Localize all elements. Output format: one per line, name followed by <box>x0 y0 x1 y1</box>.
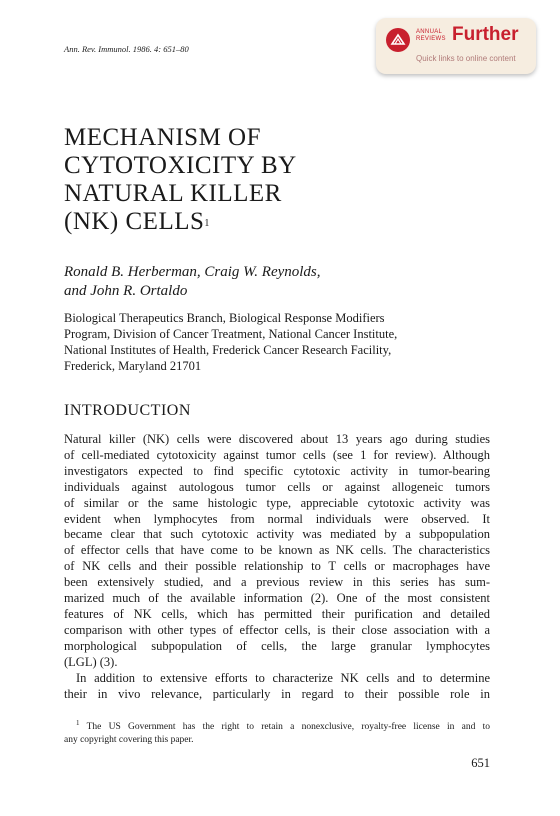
body-text <box>64 432 490 702</box>
body-line: morphological subpopulation of cells, the large granular lymphocytes <box>64 638 490 653</box>
body-line: In addition to extensive efforts to characterize NK cells and to determine <box>76 670 490 685</box>
footnote-mark: 1 <box>76 719 80 727</box>
page-number: 651 <box>471 756 490 770</box>
affiliation-line: Frederick, Maryland 21701 <box>64 359 202 373</box>
annual-reviews-logo-icon <box>386 28 410 52</box>
body-line: marized much of the available information (2). One of the most consistent <box>64 591 490 606</box>
body-line: of effector cells that have come to be known as NK cells. The characteristics <box>64 543 490 558</box>
title-line: CYTOTOXICITY BY <box>64 152 297 179</box>
footnote <box>64 717 490 747</box>
body-line: of cell-mediated cytotoxicity against tumor cells (see 1 for review). Although <box>64 447 490 462</box>
title-line: NATURAL KILLER <box>64 180 282 207</box>
body-line: individuals against autologous tumor cells or against allogeneic tumors <box>64 479 490 494</box>
author-line: Ronald B. Herberman, Craig W. Reynolds, <box>64 264 321 280</box>
footnote-line: any copyright covering this paper. <box>64 735 194 746</box>
affiliation-line: National Institutes of Health, Frederick Cancer Research Facility, <box>64 343 392 357</box>
footnote-line <box>64 717 490 734</box>
author-line: and John R. Ortaldo <box>64 283 188 299</box>
further-tagline: Quick links to online content <box>416 54 516 63</box>
affiliation-line: Program, Division of Cancer Treatment, National Cancer Institute, <box>64 327 398 341</box>
further-links-badge[interactable] <box>376 18 536 74</box>
further-annual-text: ANNUAL <box>416 29 443 35</box>
body-line: comparison with other types of effector cells, is their close association with a <box>64 622 490 637</box>
affiliation-line: Biological Therapeutics Branch, Biological Response Modifiers <box>64 311 385 325</box>
body-line: investigators expected to find specific cytotoxic activity in tumor-bearing <box>64 463 490 478</box>
article-title <box>64 124 444 236</box>
body-line: of similar or the same histologic type, appreciable cytotoxic activity was <box>64 495 490 510</box>
further-reviews-text: REVIEWS <box>416 36 446 42</box>
title-line-text: (NK) CELLS <box>64 208 205 235</box>
journal-citation: Ann. Rev. Immunol. 1986. 4: 651–80 <box>64 44 189 54</box>
body-line: their in vivo relevance, particularly in regard to their possible role in <box>64 686 490 701</box>
body-line: of NK cells and their possible relationship to T cells or macrophages have <box>64 559 490 574</box>
footnote-line-text: The US Government has the right to retain a nonexclusive, royalty-free license in and to <box>86 722 490 733</box>
body-line: been extensively studied, and a previous review in this series has sum- <box>64 575 490 590</box>
body-line: (LGL) (3). <box>64 654 118 669</box>
body-line: evident when lymphocytes from normal individuals were observed. It <box>64 511 490 526</box>
title-line: MECHANISM OF <box>64 124 262 151</box>
further-wordmark: Further <box>452 24 519 45</box>
affiliation <box>64 310 504 374</box>
body-line: became clear that such cytotoxic activity was mediated by a subpopulation <box>64 527 490 542</box>
body-line: features of NK cells, which has permitted their purification and detailed <box>64 606 490 621</box>
title-footnote-mark[interactable]: 1 <box>204 218 210 229</box>
author-list <box>64 263 321 301</box>
further-annual-reviews-label <box>416 29 446 43</box>
section-heading: INTRODUCTION <box>64 402 191 419</box>
title-line-last <box>64 208 444 236</box>
body-line: Natural killer (NK) cells were discovered about 13 years ago during studies <box>64 432 490 446</box>
